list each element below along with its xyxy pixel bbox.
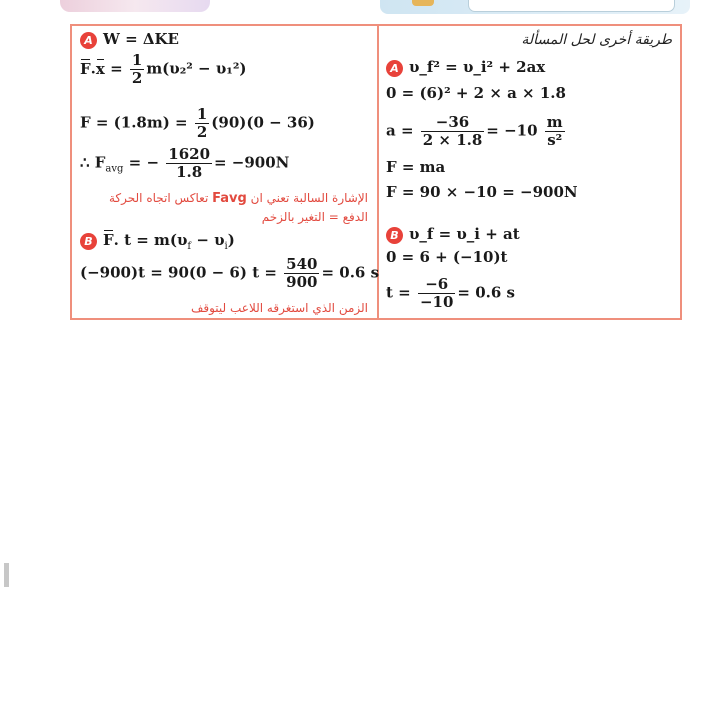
left-line-force-substitution: F = (1.8m) = $\frac{1}{2}$ (90)(0 − 36) bbox=[80, 105, 315, 141]
header-decoration-left bbox=[60, 0, 210, 12]
right-line-velocity-substitution: 0 = 6 + (−10)t bbox=[386, 248, 508, 266]
left-note-stopping-time: الزمن الذي استغرقه اللاعب ليتوقف bbox=[190, 301, 368, 315]
right-line-substitution: 0 = (6)² + 2 × a × 1.8 bbox=[386, 84, 566, 102]
fraction: $\frac{1}{2}$ bbox=[196, 105, 208, 141]
top-header-strip bbox=[0, 0, 720, 18]
badge-a-left: A bbox=[80, 32, 97, 49]
right-line-kinematics: A υ_f² = υ_i² + 2ax bbox=[386, 58, 545, 77]
right-line-newton: F = ma bbox=[386, 158, 446, 176]
left-note-negative-sign: الإشارة السالبة تعني ان Favg تعاكس اتجاه الحركة bbox=[109, 191, 368, 206]
text-cursor-marker bbox=[4, 563, 9, 587]
left-line-time-calculation: (−900)t = 90(0 − 6) t = $\frac{540}{900}$ = 0.6 s bbox=[80, 255, 380, 291]
left-line-impulse-equation: B F. $t = m(\upsilon_f - \upsilon_i)$ bbox=[80, 231, 235, 256]
fraction: $\frac{-36}{2 \times 1.8}$ bbox=[422, 113, 483, 149]
left-line-average-force: ∴ $F_{avg}$ = − $\frac{1620}{1.8}$ = −900N bbox=[80, 145, 290, 181]
left-line-work-energy: A W = ΔKE bbox=[80, 30, 179, 49]
left-note-impulse: الدفع = التغير بالزخم bbox=[261, 210, 368, 224]
fraction: $\frac{540}{900}$ bbox=[286, 255, 318, 291]
right-line-velocity-time: B υ_f = υ_i + at bbox=[386, 225, 520, 244]
badge-a-right: A bbox=[386, 60, 403, 77]
left-line-force-displacement: F.x = $\frac{1}{2}$ m(υ₂² − υ₁²) bbox=[80, 51, 247, 87]
unit-fraction: $\frac{m}{\text{s²}}$ bbox=[546, 113, 563, 149]
right-title: طريقة أخرى لحل المسألة bbox=[521, 32, 672, 48]
header-mark bbox=[412, 0, 434, 6]
badge-b-right: B bbox=[386, 227, 403, 244]
fraction: $\frac{1620}{1.8}$ bbox=[168, 145, 211, 181]
solution-panel bbox=[70, 24, 682, 320]
badge-b-left: B bbox=[80, 233, 97, 250]
fraction: $\frac{1}{2}$ bbox=[131, 51, 143, 87]
header-box bbox=[468, 0, 675, 12]
fraction: $\frac{-6}{-10}$ bbox=[419, 275, 454, 311]
right-line-time-result: t = $\frac{-6}{-10}$ = 0.6 s bbox=[386, 275, 515, 311]
right-line-acceleration: a = $\frac{-36}{2 \times 1.8}$ = −10 $\frac{m}{\text{s²}}$ bbox=[386, 113, 563, 149]
right-line-force-result: F = 90 × −10 = −900N bbox=[386, 183, 578, 201]
